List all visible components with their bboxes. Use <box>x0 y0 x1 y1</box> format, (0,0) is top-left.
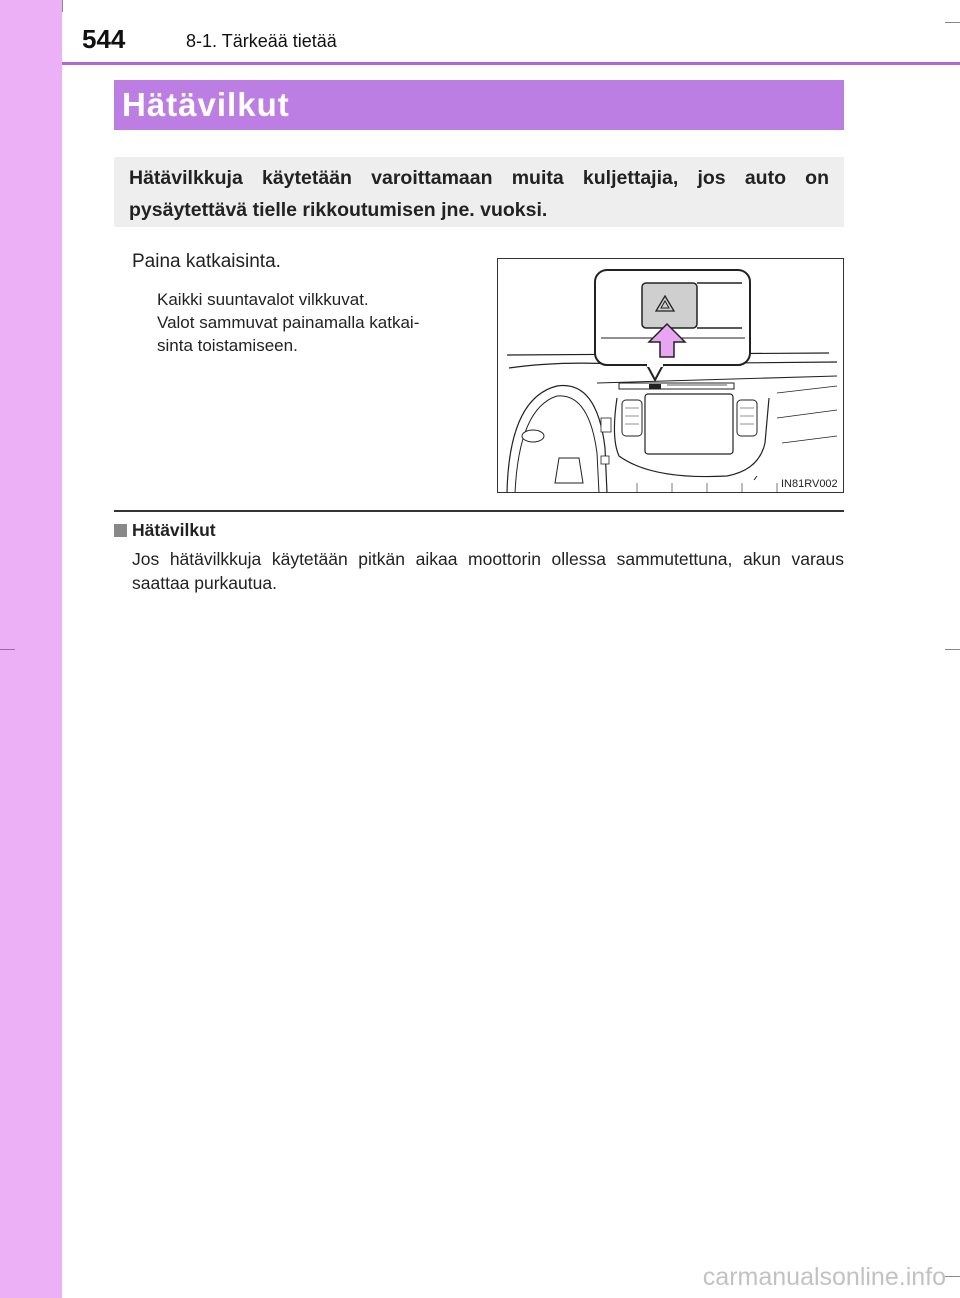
right-center-vent <box>737 400 757 436</box>
intro-text: Hätävilkkuja käytetään varoittamaan muita kuljettajia, jos auto on pysäytettävä tielle rikkoutumisen jne. vuoksi. <box>129 167 829 221</box>
section-divider <box>114 510 844 512</box>
page-title: Hätävilkut <box>114 80 844 130</box>
header-rule <box>62 62 960 65</box>
page-number: 544 <box>82 24 126 54</box>
note-body: Jos hätävilkkuja käytetään pitkän aikaa moottorin ollessa sammutettuna, akun varaus saattaa purkautua. <box>132 549 844 593</box>
intro-box <box>114 157 844 227</box>
crop-mark <box>945 649 960 650</box>
step-title: Paina katkaisinta. <box>132 251 281 272</box>
hazard-switch-small <box>649 384 661 389</box>
left-center-vent <box>622 400 642 436</box>
step-line: sinta toistamiseen. <box>157 336 298 355</box>
illustration-code: IN81RV002 <box>781 478 838 490</box>
crop-mark <box>945 22 960 23</box>
note-heading: Hätävilkut <box>132 520 216 540</box>
crop-mark <box>0 649 15 650</box>
crop-mark <box>62 0 63 12</box>
crop-mark <box>945 1276 960 1277</box>
dashboard-illustration <box>497 258 844 493</box>
step-line: Kaikki suuntavalot vilkkuvat. <box>157 290 369 309</box>
step-line: Valot sammuvat painamalla katkai- <box>157 313 420 332</box>
section-label: 8-1. Tärkeää tietää <box>186 31 337 51</box>
watermark: carmanualsonline.info <box>702 1263 946 1291</box>
hazard-switch <box>642 283 697 328</box>
center-screen <box>645 394 733 454</box>
vent-strip <box>619 383 734 389</box>
step-description <box>157 288 487 357</box>
steering-button <box>522 430 544 442</box>
note-bullet <box>114 524 127 537</box>
